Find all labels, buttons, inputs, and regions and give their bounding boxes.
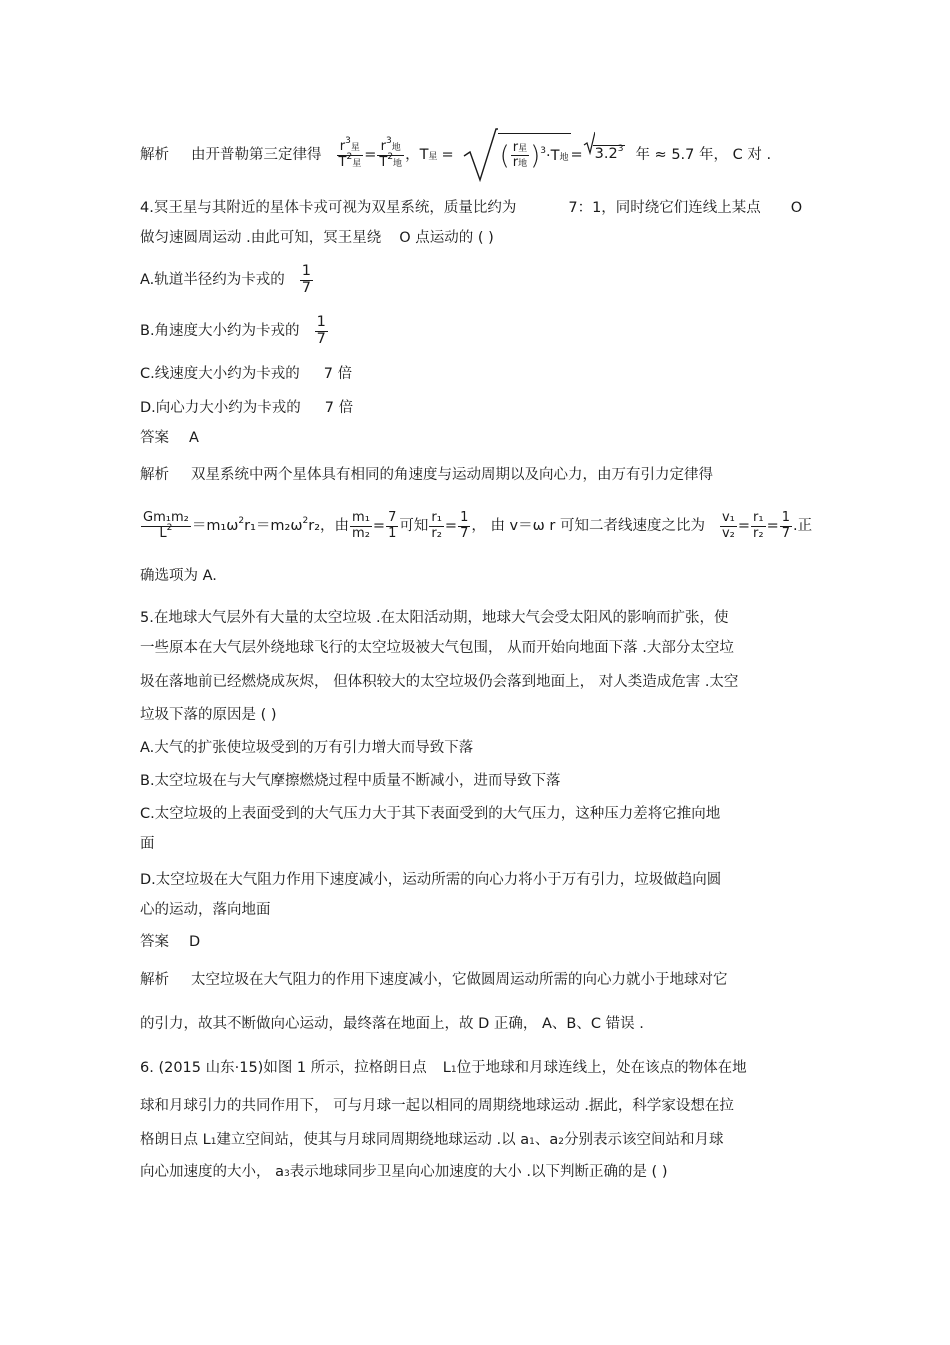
q3-result: 年 ≈ 5.7 年， C 对 . — [635, 147, 772, 163]
q4-stem-line1: 4.冥王星与其附近的星体卡戎可视为双星系统，质量比约为 7：1，同时绕它们连线上某点 O — [140, 200, 803, 216]
q4-explanation-formula: $\frac{\text{Gm₁m₂}}{L^2}$ $=m_1\omega^2r_1=m_2\omega^2r_2$，由 $\frac{\text{m₁}}{\text{m₂}}$ = $\frac{7}{1}$ 可知 $\frac{\text{r₁}}{\text{r₂}}$ = $\frac{1}{7}$ ， 由 v＝ω r 可知二者线速度之比为 $\frac{\text{v₁}}{\text{v₂}}$ = $\frac{\text{r₁}}{\text{r₂}}$ = $\frac{1}{7}$ .正 — [143, 510, 813, 541]
comma: ， — [405, 147, 420, 163]
q4-option-a: A.轨道半径约为卡戎的 $\frac{1}{7}$ — [140, 262, 312, 296]
mass-ratio-fraction: $\frac{\text{m₁}}{\text{m₂}}$ — [352, 510, 370, 541]
q4-option-b: B.角速度大小约为卡戎的 $\frac{1}{7}$ — [140, 313, 326, 347]
q5-option-d-line1: D.太空垃圾在大气阻力作用下速度减小，运动所需的向心力将小于万有引力，垃圾做趋向圆 — [140, 872, 722, 888]
q5-explanation-line2: 的引力，故其不断做向心运动，最终落在地面上，故 D 正确， A、B、C 错误 . — [140, 1016, 644, 1032]
q6-stem-line1: 6. (2015 山东·15)如图 1 所示，拉格朗日点 L1位于地球和月球连线上，处在该点的物体在地 — [140, 1060, 747, 1076]
fraction-one-seventh: $\frac{1}{7}$ — [316, 313, 326, 347]
q5-stem-line1: 5.在地球大气层外有大量的太空垃圾 .在太阳活动期，地球大气会受太阳风的影响而扩张，使 — [140, 610, 729, 626]
q4-option-c: C.线速度大小约为卡戎的 7 倍 — [140, 366, 353, 382]
kepler-fraction-star: $\frac{r^3星}{T^2星}$ — [338, 136, 362, 170]
q5-option-d-line2: 心的运动，落向地面 — [140, 902, 271, 918]
q5-option-b: B.太空垃圾在与大气摩擦燃烧过程中质量不断减小，进而导致下落 — [140, 773, 561, 789]
q6-stem-line2: 球和月球引力的共同作用下， 可与月球一起以相同的周期绕地球运动 .据此，科学家设想在拉 — [140, 1098, 734, 1114]
t-star-sub: 星 — [428, 152, 438, 162]
radical-sign-icon — [462, 128, 498, 182]
radicand: ( $\frac{\text{r星}}{\text{r地}}$ )$^3$·T地 — [498, 133, 571, 178]
q6-stem-line3: 格朗日点 L1建立空间站，使其与月球同周期绕地球运动 .以 a1、a2分别表示该空间站和月球 — [140, 1132, 724, 1148]
equals-sign: = — [441, 147, 454, 163]
velocity-ratio-fraction: $\frac{\text{v₁}}{\text{v₂}}$ — [721, 510, 735, 541]
q3-exp-label: 解析 — [140, 147, 169, 163]
q5-option-c-line1: C.太空垃圾的上表面受到的大气压力大于其下表面受到的大气压力，这种压力差将它推向地 — [140, 806, 721, 822]
kepler-fraction-earth: $\frac{r^3地}{T^2地}$ — [379, 136, 403, 170]
gravity-fraction: $\frac{\text{Gm₁m₂}}{L^2}$ — [143, 510, 189, 541]
small-radical: $3.2^3$ — [583, 134, 626, 176]
q4-explanation-line1: 解析 双星系统中两个星体具有相同的角速度与运动周期以及向心力，由万有引力定律得 — [140, 467, 713, 483]
equals-sign: = — [364, 147, 377, 163]
q4-explanation-end: 确选项为 A. — [140, 568, 217, 584]
q4-option-d: D.向心力大小约为卡戎的 7 倍 — [140, 400, 354, 416]
q5-option-c-line2: 面 — [140, 836, 155, 852]
q4-stem-line2: 做匀速圆周运动 .由此可知，冥王星绕 O 点运动的 ( ) — [140, 230, 494, 246]
q5-stem-line4: 垃圾下落的原因是 ( ) — [140, 707, 277, 723]
radius-ratio-fraction: $\frac{\text{r₁}}{\text{r₂}}$ — [431, 510, 442, 541]
equals-sign: = — [570, 147, 583, 163]
q5-option-a: A.大气的扩张使垃圾受到的万有引力增大而导致下落 — [140, 740, 474, 756]
t-star: T — [419, 147, 429, 163]
q5-stem-line2: 一些原本在大气层外绕地球飞行的太空垃圾被大气包围， 从而开始向地面下落 .大部分太空垃 — [140, 640, 734, 656]
q5-explanation-line1: 解析 太空垃圾在大气阻力的作用下速度减小，它做圆周运动所需的向心力就小于地球对它 — [140, 972, 728, 988]
q6-stem-line4: 向心加速度的大小， a3表示地球同步卫星向心加速度的大小 .以下判断正确的是 ( ) — [140, 1164, 668, 1180]
q4-answer: 答案 A — [140, 430, 199, 446]
q5-stem-line3: 圾在落地前已经燃烧成灰烬， 但体积较大的太空垃圾仍会落到地面上， 对人类造成危害 .太空 — [140, 674, 739, 690]
q5-answer: 答案 D — [140, 934, 201, 950]
q3-exp-text: 由开普勒第三定律得 — [191, 147, 322, 163]
q3-explanation-line — [140, 128, 771, 182]
fraction-one-seventh: $\frac{1}{7}$ — [301, 262, 312, 296]
